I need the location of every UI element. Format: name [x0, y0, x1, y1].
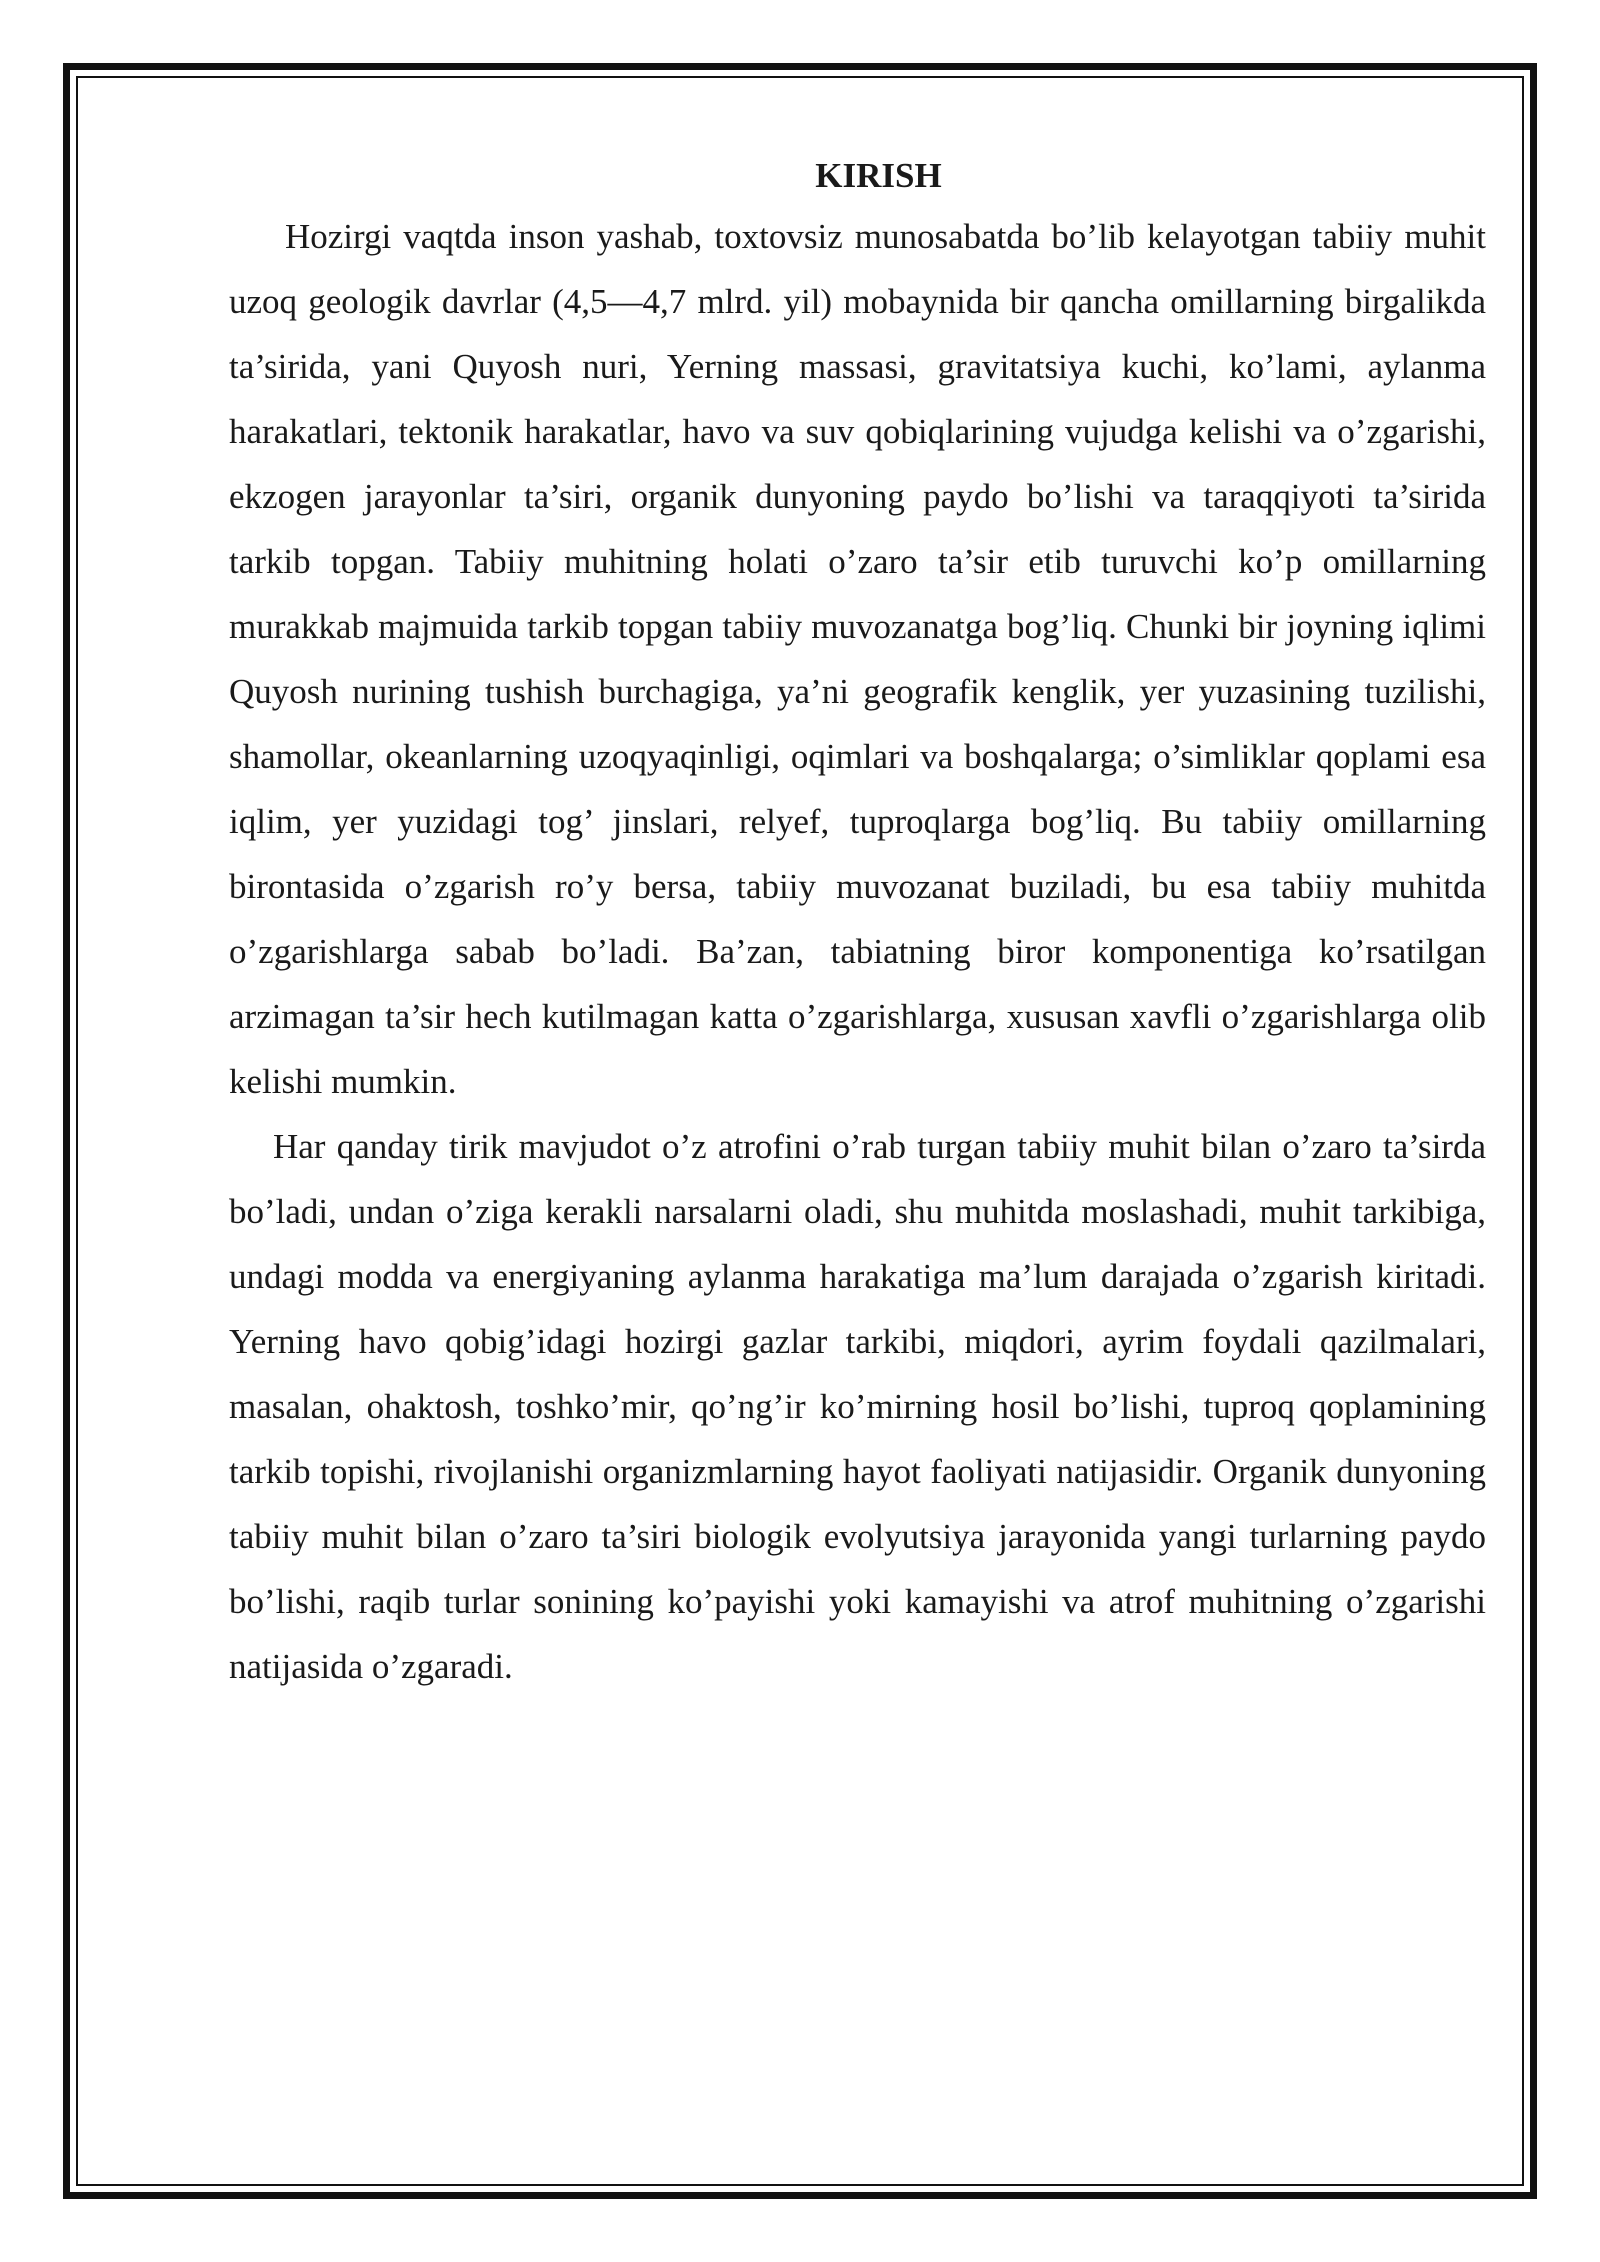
paragraph-2: Har qanday tirik mavjudot o’z atrofini o’rab turgan tabiiy muhit bilan o’zaro ta’sirda bo’ladi, undan o’ziga kerakli narsalarni oladi, shu muhitda moslashadi, muhit tarkibiga, undagi modda va energiyaning aylanma harakatiga ma’lum darajada o’zgarish kiritadi. Yerning havo qobig’idagi hozirgi gazlar tarkibi, miqdori, ayrim foydali qazilmalari, masalan, ohaktosh, toshko’mir, qo’ng’ir ko’mirning hosil bo’lishi, tuproq qoplamining tarkib topishi, rivojlanishi organizmlarning hayot faoliyati natijasidir. Organik dunyoning tabiiy muhit bilan o’zaro ta’siri biologik evolyutsiya jarayonida yangi turlarning paydo bo’lishi, raqib turlar sonining ko’payishi yoki kamayishi va atrof muhitning o’zgarishi natijasida o’zgaradi.	[229, 1127, 1486, 1686]
document-body	[229, 148, 1486, 1699]
document-title: KIRISH	[815, 156, 942, 195]
paragraph-1: Hozirgi vaqtda inson yashab, toxtovsiz munosabatda bo’lib kelayotgan tabiiy muhit uzoq geologik davrlar (4,5—4,7 mlrd. yil) mobaynida bir qancha omillarning birgalikda ta’sirida, yani Quyosh nuri, Yerning massasi, gravitatsiya kuchi, ko’lami, aylanma harakatlari, tektonik harakatlar, havo va suv qobiqlarining vujudga kelishi va o’zgarishi, ekzogen jarayonlar ta’siri, organik dunyoning paydo bo’lishi va taraqqiyoti ta’sirida tarkib topgan. Tabiiy muhitning holati o’zaro ta’sir etib turuvchi ko’p omillarning murakkab majmuida tarkib topgan tabiiy muvozanatga bog’liq. Chunki bir joyning iqlimi Quyosh nurining tushish burchagiga, ya’ni geografik kenglik, yer yuzasining tuzilishi, shamollar, okeanlarning uzoqyaqinligi, oqimlari va boshqalarga; o’simliklar qoplami esa iqlim, yer yuzidagi tog’ jinslari, relyef, tuproqlarga bog’liq. Bu tabiiy omillarning birontasida o’zgarish ro’y bersa, tabiiy muvozanat buziladi, bu esa tabiiy muhitda o’zgarishlarga sabab bo’ladi. Ba’zan, tabiatning biror komponentiga ko’rsatilgan arzimagan ta’sir hech kutilmagan katta o’zgarishlarga, xususan xavfli o’zgarishlarga olib kelishi mumkin.	[229, 217, 1486, 1101]
